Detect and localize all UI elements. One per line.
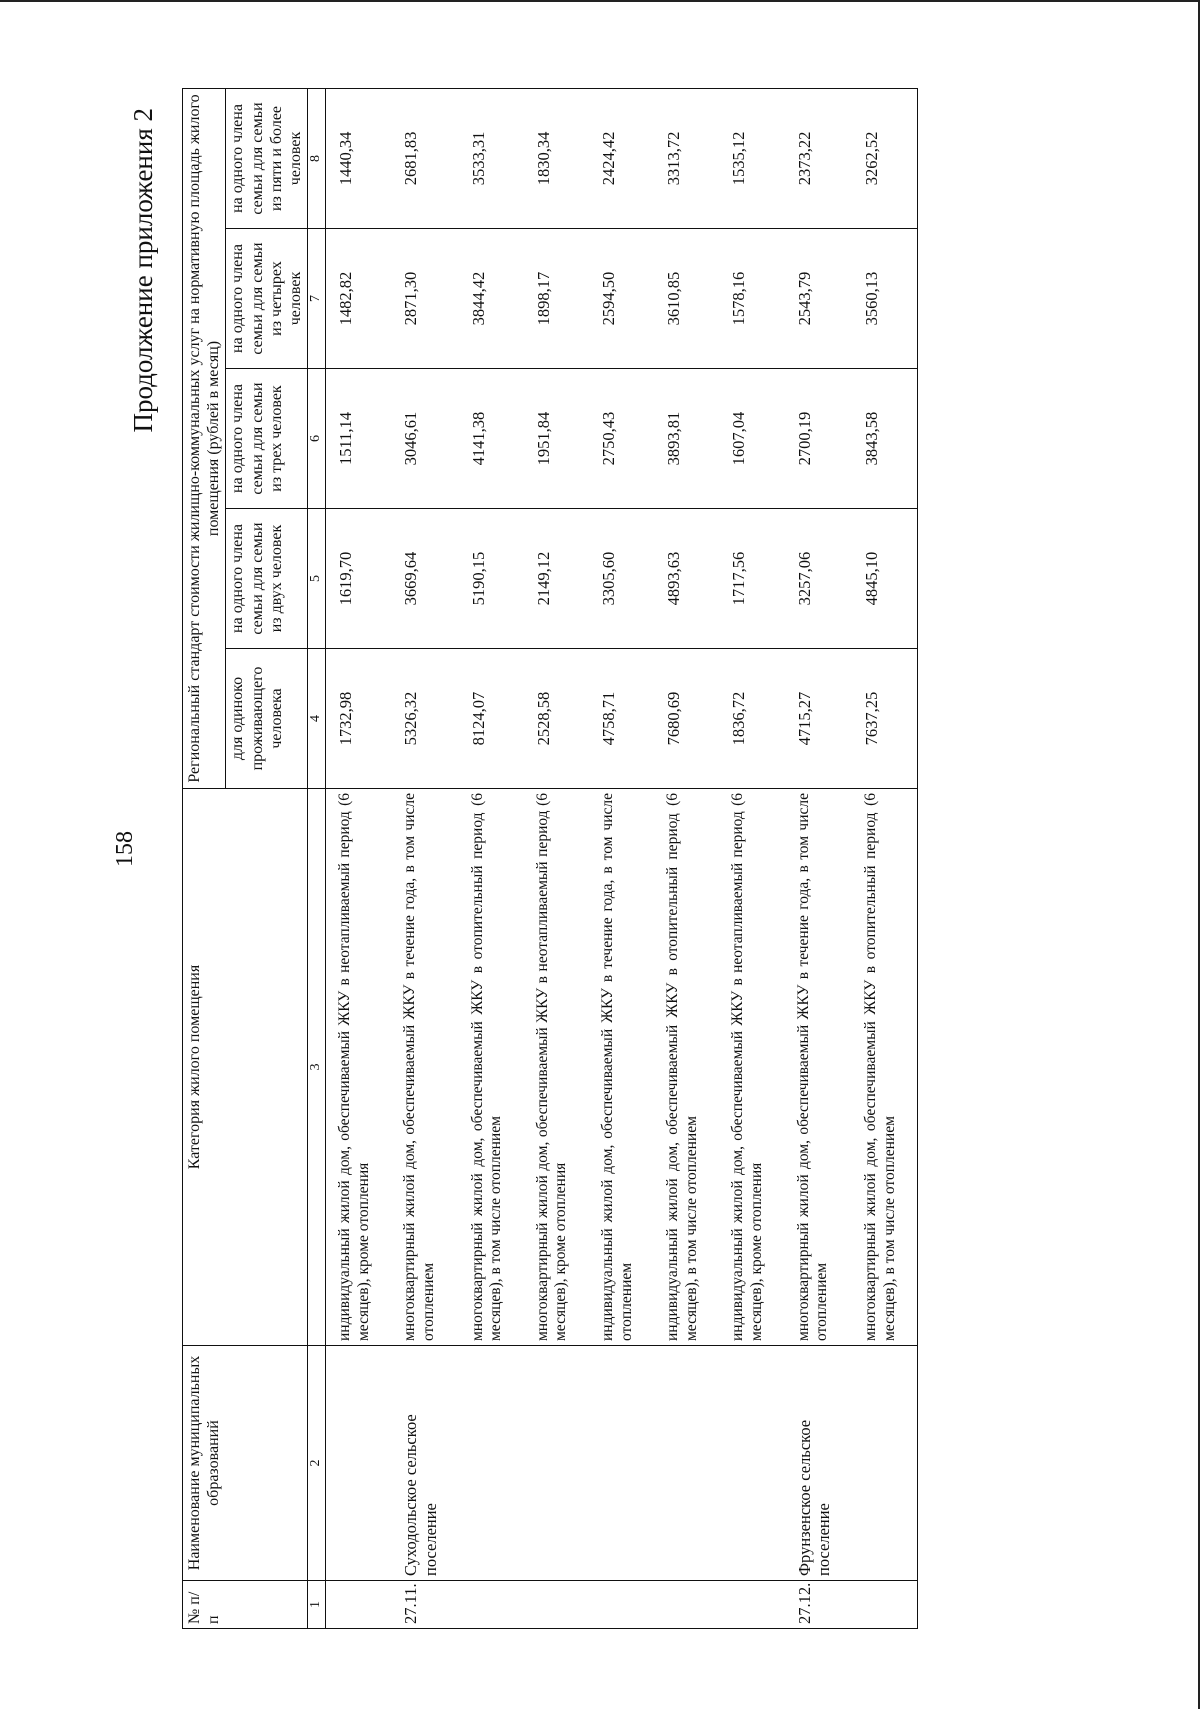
- housing-category-cell: индивидуальный жилой дом, обеспечиваемый ЖКУ в неотапливаемый период (6 месяцев), кроме отопления: [719, 789, 784, 1346]
- value-cell: 1482,82: [325, 229, 391, 369]
- value-cell: 2424,42: [589, 88, 654, 228]
- value-cell: 3844,42: [459, 229, 524, 369]
- header-col-name: Наименование муниципальных образований: [183, 1346, 308, 1581]
- value-cell: 3262,52: [852, 88, 918, 228]
- value-cell: 2543,79: [785, 229, 853, 369]
- value-cell: 1607,04: [719, 369, 784, 509]
- value-cell: 3843,58: [852, 369, 918, 509]
- municipality-name-cell: [589, 1346, 654, 1581]
- table-row: [852, 88, 918, 1628]
- value-cell: 1732,98: [325, 649, 391, 789]
- row-number-cell: [719, 1581, 784, 1629]
- housing-category-cell: многоквартирный жилой дом, обеспечиваемый ЖКУ в течение года, в том числе отоплением: [785, 789, 853, 1346]
- tariff-table: [182, 88, 918, 1629]
- page-number: 158: [112, 831, 138, 867]
- value-cell: 2750,43: [589, 369, 654, 509]
- value-cell: 7637,25: [852, 649, 918, 789]
- row-number-cell: [524, 1581, 589, 1629]
- value-cell: 2528,58: [524, 649, 589, 789]
- column-number-row: [308, 88, 326, 1628]
- value-cell: 5190,15: [459, 509, 524, 649]
- housing-category-cell: индивидуальный жилой дом, обеспечиваемый ЖКУ в отопительный период (6 месяцев), в том числе отоплением: [654, 789, 719, 1346]
- value-cell: 2681,83: [391, 88, 459, 228]
- table-header: [183, 88, 326, 1628]
- row-number-cell: [654, 1581, 719, 1629]
- housing-category-cell: многоквартирный жилой дом, обеспечиваемый ЖКУ в отопительный период (6 месяцев), в том числе отоплением: [459, 789, 524, 1346]
- value-cell: 1440,34: [325, 88, 391, 228]
- value-cell: 3305,60: [589, 509, 654, 649]
- table-row: [719, 88, 784, 1628]
- value-cell: 1830,34: [524, 88, 589, 228]
- table-row: [391, 88, 459, 1628]
- row-number-cell: [459, 1581, 524, 1629]
- table-row: [589, 88, 654, 1628]
- row-number-cell: [589, 1581, 654, 1629]
- value-cell: 2149,12: [524, 509, 589, 649]
- value-cell: 1951,84: [524, 369, 589, 509]
- table-row: [325, 88, 391, 1628]
- value-cell: 3046,61: [391, 369, 459, 509]
- header-group-title: Региональный стандарт стоимости жилищно-коммунальных услуг на нормативную площадь жилого помещения (рублей в месяц): [183, 88, 226, 788]
- header-subcol-2: на одного члена семьи для семьи из двух человек: [226, 509, 308, 649]
- table-row: [524, 88, 589, 1628]
- housing-category-cell: многоквартирный жилой дом, обеспечиваемый ЖКУ в отопительный период (6 месяцев), в том числе отоплением: [852, 789, 918, 1346]
- row-number-cell: 27.12.: [785, 1581, 853, 1629]
- table-body: [325, 88, 918, 1628]
- value-cell: 3893,81: [654, 369, 719, 509]
- value-cell: 1898,17: [524, 229, 589, 369]
- value-cell: 1578,16: [719, 229, 784, 369]
- table-row: [654, 88, 719, 1628]
- row-number-cell: [325, 1581, 391, 1629]
- value-cell: 3533,31: [459, 88, 524, 228]
- value-cell: 1836,72: [719, 649, 784, 789]
- header-subcol-3: на одного члена семьи для семьи из трех человек: [226, 369, 308, 509]
- value-cell: 3669,64: [391, 509, 459, 649]
- column-number: 3: [308, 789, 326, 1346]
- value-cell: 3560,13: [852, 229, 918, 369]
- value-cell: 4845,10: [852, 509, 918, 649]
- housing-category-cell: индивидуальный жилой дом, обеспечиваемый ЖКУ в течение года, в том числе отоплением: [589, 789, 654, 1346]
- value-cell: 5326,32: [391, 649, 459, 789]
- value-cell: 7680,69: [654, 649, 719, 789]
- value-cell: 2871,30: [391, 229, 459, 369]
- header-col-category: Категория жилого помещения: [183, 789, 308, 1346]
- value-cell: 4141,38: [459, 369, 524, 509]
- value-cell: 2700,19: [785, 369, 853, 509]
- value-cell: 3257,06: [785, 509, 853, 649]
- value-cell: 8124,07: [459, 649, 524, 789]
- table-row: [459, 88, 524, 1628]
- column-number: 1: [308, 1581, 326, 1629]
- value-cell: 1619,70: [325, 509, 391, 649]
- header-subcol-4: на одного члена семьи для семьи из четырех человек: [226, 229, 308, 369]
- municipality-name-cell: [719, 1346, 784, 1581]
- value-cell: 3610,85: [654, 229, 719, 369]
- value-cell: 3313,72: [654, 88, 719, 228]
- value-cell: 1717,56: [719, 509, 784, 649]
- continuation-title: Продолжение приложения 2: [128, 108, 158, 433]
- column-number: 4: [308, 649, 326, 789]
- row-number-cell: [852, 1581, 918, 1629]
- municipality-name-cell: [325, 1346, 391, 1581]
- table-row: [785, 88, 853, 1628]
- municipality-name-cell: [524, 1346, 589, 1581]
- value-cell: 2373,22: [785, 88, 853, 228]
- row-number-cell: 27.11.: [391, 1581, 459, 1629]
- municipality-name-cell: [459, 1346, 524, 1581]
- housing-category-cell: многоквартирный жилой дом, обеспечиваемый ЖКУ в течение года, в том числе отоплением: [391, 789, 459, 1346]
- municipality-name-cell: Суходольское сельское поселение: [391, 1346, 459, 1581]
- column-number: 7: [308, 229, 326, 369]
- housing-category-cell: индивидуальный жилой дом, обеспечиваемый ЖКУ в неотапливаемый период (6 месяцев), кроме отопления: [325, 789, 391, 1346]
- value-cell: 4715,27: [785, 649, 853, 789]
- municipality-name-cell: [654, 1346, 719, 1581]
- value-cell: 1511,14: [325, 369, 391, 509]
- column-number: 6: [308, 369, 326, 509]
- column-number: 5: [308, 509, 326, 649]
- housing-category-cell: многоквартирный жилой дом, обеспечиваемый ЖКУ в неотапливаемый период (6 месяцев), кроме отопления: [524, 789, 589, 1346]
- column-number: 2: [308, 1346, 326, 1581]
- value-cell: 1535,12: [719, 88, 784, 228]
- municipality-name-cell: [852, 1346, 918, 1581]
- header-subcol-1: для одиноко проживающего человека: [226, 649, 308, 789]
- value-cell: 2594,50: [589, 229, 654, 369]
- value-cell: 4758,71: [589, 649, 654, 789]
- column-number: 8: [308, 88, 326, 228]
- value-cell: 4893,63: [654, 509, 719, 649]
- municipality-name-cell: Фрунзенское сельское поселение: [785, 1346, 853, 1581]
- header-subcol-5: на одного члена семьи для семьи из пяти и более человек: [226, 88, 308, 228]
- header-col-no: № п/п: [183, 1581, 308, 1629]
